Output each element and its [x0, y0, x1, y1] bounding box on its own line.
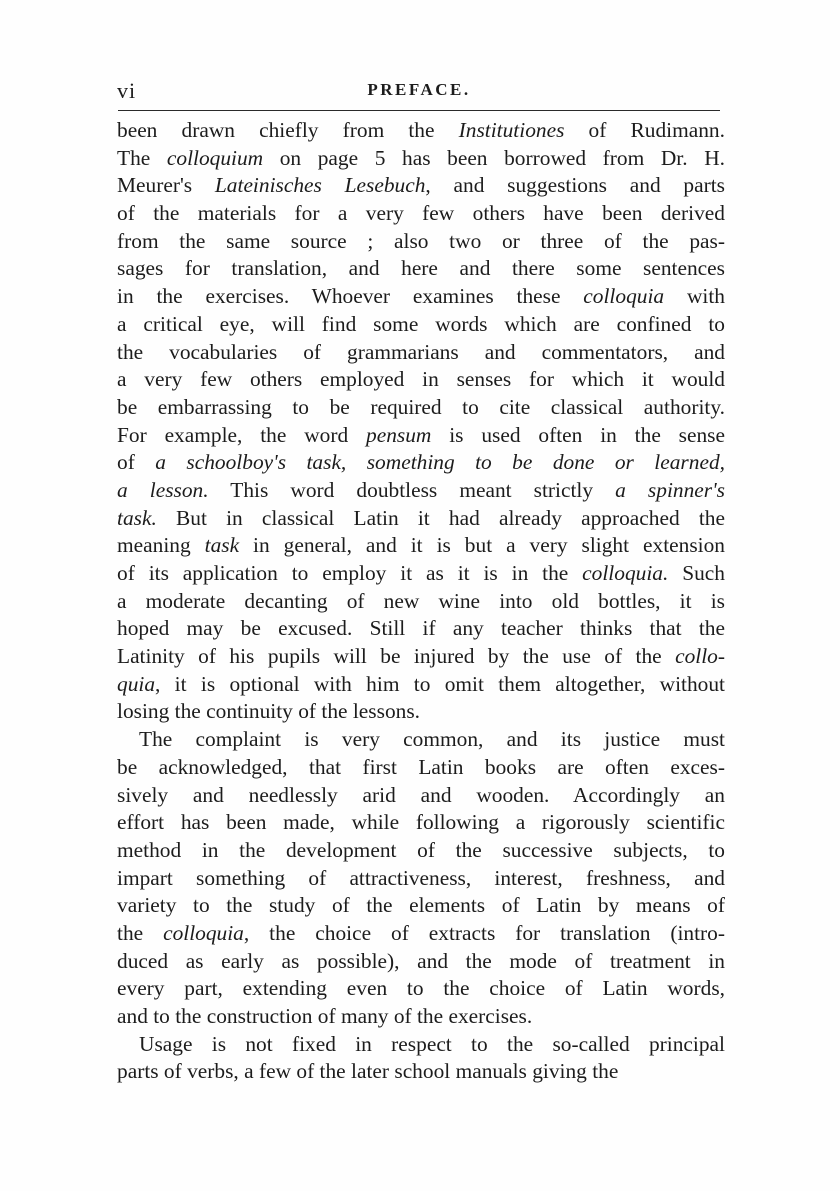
- text-line: [117, 975, 725, 1003]
- text-line: [117, 892, 725, 920]
- text-segment: a critical eye, will find some words which are confined to: [117, 311, 725, 336]
- text-line: [117, 505, 725, 533]
- text-line: [117, 754, 725, 782]
- header-rule: [118, 110, 720, 111]
- preface-body-text: [117, 117, 725, 1086]
- text-segment: been drawn chiefly from the: [117, 118, 459, 142]
- text-segment: is used often in the sense: [431, 422, 725, 447]
- text-segment: a moderate decanting of new wine into old bottles, it is: [117, 588, 725, 613]
- italic-text: task.: [117, 505, 157, 530]
- text-segment: For example, the word: [117, 422, 367, 447]
- text-line: [117, 643, 725, 671]
- text-segment: losing the continuity of the lessons.: [117, 699, 421, 724]
- text-line: [117, 477, 725, 505]
- text-segment: parts of verbs, a few of the later school manuals giving the: [117, 1059, 619, 1084]
- text-line: [117, 615, 725, 643]
- italic-text: colloquium: [166, 145, 264, 170]
- text-segment: duced as early as possible), and the mode of treatment in: [117, 948, 725, 973]
- text-segment: of its application to employ it as it is in the: [117, 561, 583, 585]
- text-segment: in general, and it is but a very slight extension: [239, 533, 725, 558]
- italic-text: Lateinisches Lesebuch: [214, 173, 426, 198]
- text-line: [117, 394, 725, 422]
- text-segment: impart something of attractiveness, interest, freshness, and: [117, 865, 725, 890]
- text-segment: Such: [668, 561, 725, 585]
- italic-text: pensum: [366, 422, 432, 447]
- text-segment: sages for translation, and here and there some sentences: [117, 256, 725, 281]
- text-line: [117, 865, 725, 893]
- text-line: [117, 422, 725, 450]
- text-line: [117, 671, 725, 699]
- text-segment: effort has been made, while following a rigorously scientific: [117, 810, 725, 835]
- italic-text: a spinner's: [615, 477, 725, 502]
- text-line: [117, 228, 725, 256]
- text-segment: , and suggestions and parts: [425, 173, 725, 198]
- text-segment: and to the construction of many of the exercises.: [117, 1004, 533, 1028]
- text-segment: from the same source ; also two or three of the pas-: [117, 228, 725, 253]
- text-segment: a very few others employed in senses for which it would: [117, 367, 725, 392]
- text-segment: of Rudimann.: [564, 118, 725, 142]
- italic-text: task: [204, 533, 240, 558]
- text-segment: every part, extending even to the choice of Latin words,: [117, 976, 725, 1001]
- text-line: [117, 726, 725, 754]
- text-segment: the vocabularies of grammarians and commentators, and: [117, 339, 725, 364]
- italic-text: quia: [117, 671, 156, 696]
- text-line: [117, 1031, 725, 1059]
- page-header: [117, 74, 721, 108]
- text-segment: be acknowledged, that first Latin books are often exces-: [117, 754, 725, 779]
- text-line: [117, 782, 725, 810]
- text-segment: hoped may be excused. Still if any teacher thinks that the: [117, 616, 725, 641]
- text-line: [117, 560, 725, 588]
- text-segment: This word doubtless meant strictly: [208, 477, 616, 502]
- text-line: [117, 145, 725, 173]
- text-line: [117, 311, 725, 339]
- text-segment: Latinity of his pupils will be injured by the use of the: [117, 644, 676, 669]
- text-segment: , the choice of extracts for translation (intro-: [243, 920, 725, 945]
- text-segment: But in classical Latin it had already approached the: [156, 505, 725, 530]
- text-segment: The complaint is very common, and its justice must: [139, 727, 725, 752]
- text-segment: in the exercises. Whoever examines these: [117, 284, 584, 309]
- text-segment: Meurer's: [117, 173, 215, 198]
- italic-text: a schoolboy's task, something to be done or learned,: [155, 450, 725, 475]
- text-segment: , it is optional with him to omit them altogether, without: [155, 671, 725, 696]
- running-title: PREFACE.: [367, 80, 471, 99]
- italic-text: colloquia: [163, 920, 244, 945]
- text-line: [117, 698, 725, 726]
- text-line: [117, 1003, 725, 1031]
- text-segment: the: [117, 920, 164, 945]
- text-segment: on page 5 has been borrowed from Dr. H.: [263, 145, 726, 170]
- text-segment: variety to the study of the elements of Latin by means of: [117, 893, 725, 918]
- text-line: [117, 366, 725, 394]
- text-line: [117, 283, 725, 311]
- text-line: [117, 532, 725, 560]
- text-line: [117, 809, 725, 837]
- text-segment: of the materials for a very few others have been derived: [117, 201, 725, 226]
- text-segment: with: [664, 284, 725, 309]
- italic-text: Institutiones: [458, 118, 565, 142]
- text-line: [117, 172, 725, 200]
- text-segment: sively and needlessly arid and wooden. Accordingly an: [117, 782, 725, 807]
- text-line: [117, 588, 725, 616]
- text-line: [117, 200, 725, 228]
- text-line: [117, 948, 725, 976]
- text-segment: of: [117, 450, 156, 475]
- text-line: [117, 339, 725, 367]
- text-segment: method in the development of the successive subjects, to: [117, 837, 725, 862]
- text-segment: Usage is not fixed in respect to the so-called principal: [139, 1031, 725, 1056]
- text-line: [117, 1058, 725, 1086]
- text-segment: be embarrassing to be required to cite classical authority.: [117, 394, 725, 419]
- text-line: [117, 837, 725, 865]
- text-line: [117, 255, 725, 283]
- text-line: [117, 117, 725, 145]
- italic-text: colloquia.: [582, 561, 669, 585]
- italic-text: colloquia: [583, 284, 665, 309]
- text-segment: meaning: [117, 533, 205, 558]
- italic-text: collo-: [675, 644, 725, 669]
- page-number: vi: [117, 78, 137, 103]
- text-segment: The: [117, 145, 167, 170]
- text-line: [117, 920, 725, 948]
- text-line: [117, 449, 725, 477]
- italic-text: a lesson.: [117, 477, 209, 502]
